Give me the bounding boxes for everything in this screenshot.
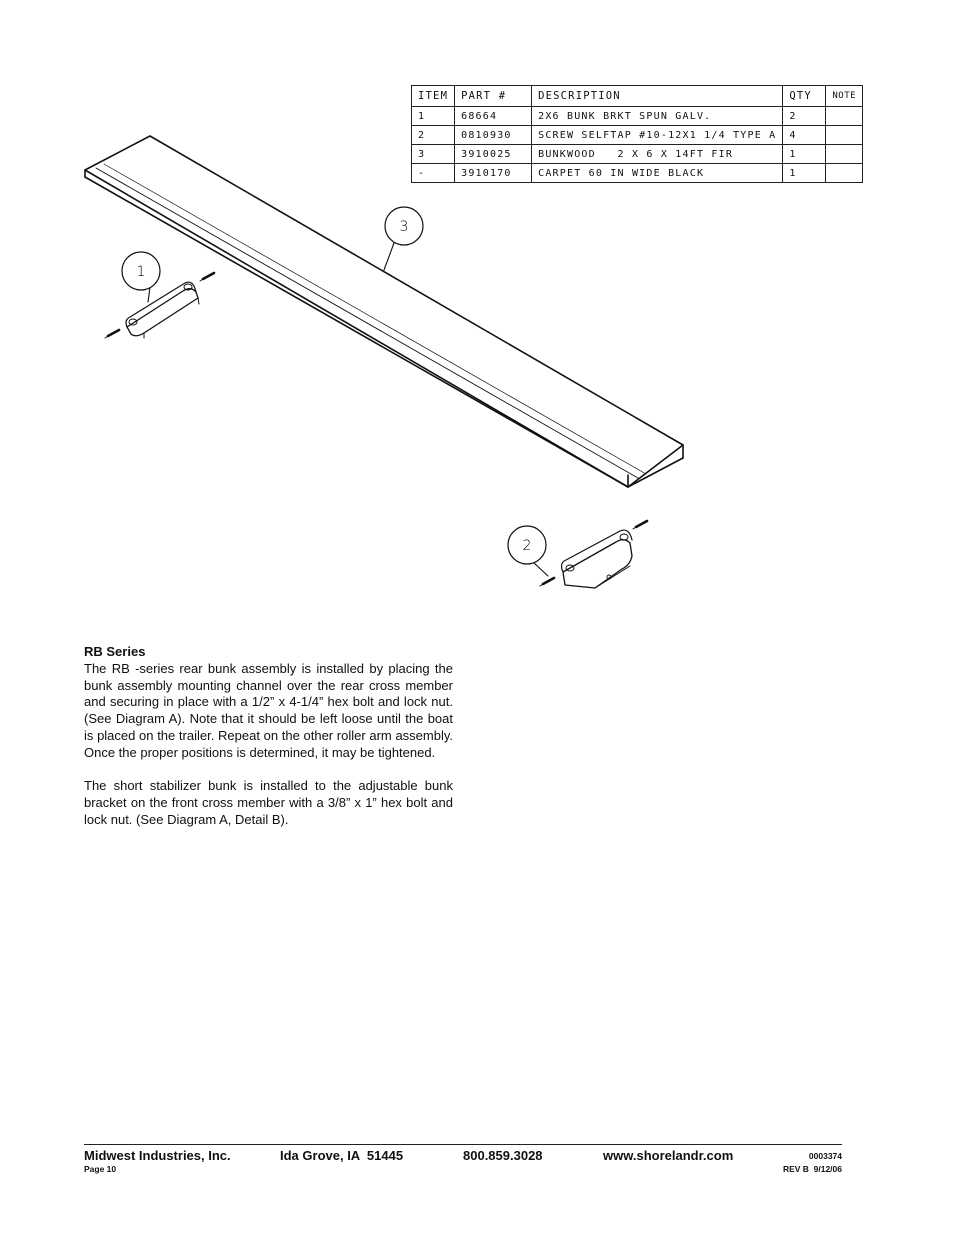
- screw-icon: [540, 578, 554, 586]
- cell-description: 2X6 BUNK BRKT SPUN GALV.: [532, 107, 783, 126]
- cell-description: SCREW SELFTAP #10-12X1 1/4 TYPE A: [532, 126, 783, 145]
- bunk-bracket-1: [126, 282, 199, 338]
- balloon-2: [508, 526, 546, 564]
- cell-part-number: 0810930: [455, 126, 532, 145]
- balloon-1-label: 1: [136, 264, 146, 280]
- header-part-number: PART #: [455, 86, 532, 107]
- cell-description: BUNKWOOD 2 X 6 X 14FT FIR: [532, 145, 783, 164]
- footer-revision: REV B 9/12/06: [782, 1164, 842, 1174]
- balloon-3-label: 3: [399, 219, 409, 235]
- balloon-1: [122, 252, 160, 290]
- header-note: NOTE: [826, 86, 863, 107]
- paragraph-rb-series: The RB -series rear bunk assembly is installed by placing the bunk assembly mounting channel over the rear cross member and securing in place with a 1/2” x 4-1/4” hex bolt and lock nut. (See Diagram A). Note that it should be left loose until the boat is placed on the trailer. Repeat on the other roller arm assembly. Once the proper positions is determined, it may be tightened.: [84, 660, 453, 760]
- cell-qty: 2: [783, 107, 826, 126]
- screw-icon: [633, 521, 647, 529]
- cell-item: 3: [412, 145, 455, 164]
- bunk-bracket-2: [562, 530, 632, 588]
- footer-rule: [84, 1144, 842, 1145]
- section-heading: RB Series: [84, 644, 146, 659]
- instructions-text: [84, 644, 453, 846]
- header-qty: QTY: [783, 86, 826, 107]
- cell-qty: 1: [783, 164, 826, 183]
- footer-website: www.shorelandr.com: [603, 1148, 734, 1163]
- footer-phone: 800.859.3028: [463, 1148, 543, 1163]
- paragraph-stabilizer-bunk: The short stabilizer bunk is installed to the adjustable bunk bracket on the front cross member with a 3/8” x 1” hex bolt and lock nut. (See Diagram A, Detail B).: [84, 778, 453, 827]
- cell-description: CARPET 60 IN WIDE BLACK: [532, 164, 783, 183]
- cell-item: -: [412, 164, 455, 183]
- cell-part-number: 3910170: [455, 164, 532, 183]
- screw-icon: [200, 273, 214, 281]
- header-description: DESCRIPTION: [532, 86, 783, 107]
- footer-page-number: Page 10: [84, 1164, 117, 1174]
- cell-item: 2: [412, 126, 455, 145]
- footer-doc-number: 0003374: [808, 1151, 842, 1161]
- cell-qty: 1: [783, 145, 826, 164]
- cell-part-number: 68664: [455, 107, 532, 126]
- cell-item: 1: [412, 107, 455, 126]
- cell-part-number: 3910025: [455, 145, 532, 164]
- balloon-2-label: 2: [522, 538, 532, 554]
- cell-qty: 4: [783, 126, 826, 145]
- footer-location: Ida Grove, IA 51445: [280, 1148, 404, 1163]
- footer-company: Midwest Industries, Inc.: [84, 1148, 231, 1163]
- header-item: ITEM: [412, 86, 455, 107]
- balloon-3: [385, 207, 423, 245]
- screw-icon: [105, 330, 119, 338]
